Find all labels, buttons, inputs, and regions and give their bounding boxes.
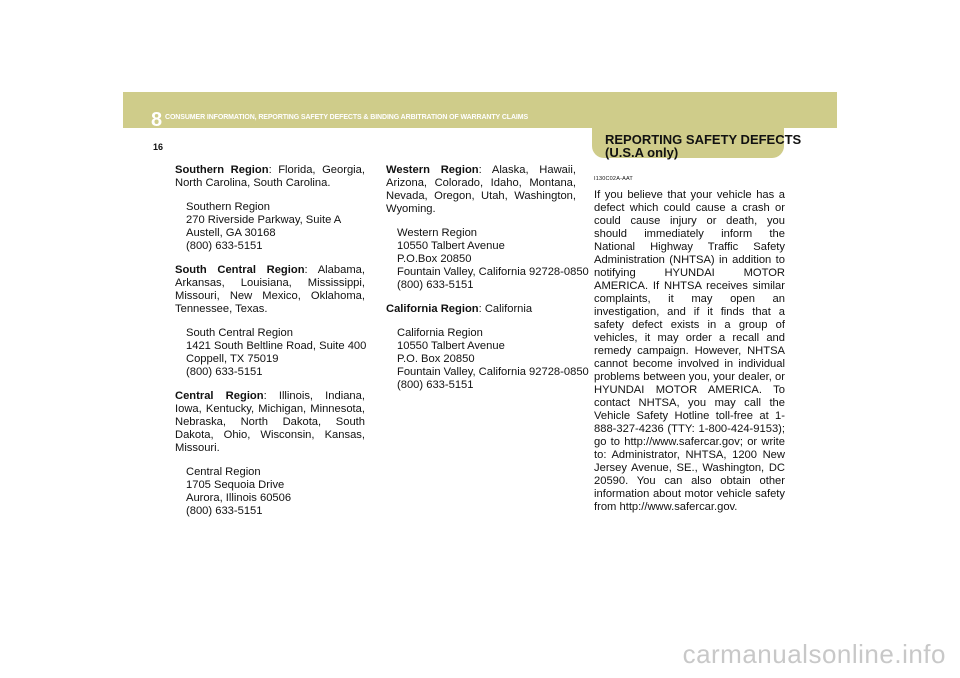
section-title-line1: REPORTING SAFETY DEFECTS xyxy=(605,132,802,147)
address-western xyxy=(397,227,589,292)
address-south-central xyxy=(186,327,365,379)
region-south-central xyxy=(175,264,365,316)
region-label: Southern Region xyxy=(175,164,269,176)
chapter-header-band xyxy=(123,92,837,131)
middle-column xyxy=(386,164,589,403)
region-california xyxy=(386,303,576,316)
address-southern xyxy=(186,201,365,253)
left-column xyxy=(175,164,365,529)
page-number: 16 xyxy=(153,142,164,152)
chapter-number: 8 xyxy=(151,109,163,131)
section-code: I130C02A-AAT xyxy=(594,176,633,182)
address-california xyxy=(397,327,589,392)
address-line: South Central Region xyxy=(186,327,293,339)
address-line: P.O.Box 20850 xyxy=(397,253,472,265)
phone-number: (800) 633-5151 xyxy=(186,366,263,378)
address-line: 1421 South Beltline Road, Suite 400 xyxy=(186,340,367,352)
address-line: Western Region xyxy=(397,227,478,239)
address-line: Aurora, Illinois 60506 xyxy=(186,492,292,504)
address-line: 270 Riverside Parkway, Suite A xyxy=(186,214,342,226)
region-states: : Illinois, Indiana, Iowa, Kentucky, Michigan, Minnesota, Nebraska, North Dakota, South Dakota, Ohio, Wisconsin, Kansas, Missouri. xyxy=(175,390,365,454)
region-states: : Florida, Georgia, North Carolina, South Carolina. xyxy=(175,164,365,189)
region-label: Western Region xyxy=(386,164,479,176)
region-western xyxy=(386,164,576,216)
address-line: Fountain Valley, California 92728-0850 xyxy=(397,366,589,378)
section-title-line2: (U.S.A only) xyxy=(605,145,679,160)
watermark: carmanualsonline.info xyxy=(682,639,946,669)
address-line: 1705 Sequoia Drive xyxy=(186,479,285,491)
phone-number: (800) 633-5151 xyxy=(397,279,474,291)
region-states: : Alaska, Hawaii, Arizona, Colorado, Idaho, Montana, Nevada, Oregon, Utah, Washington, Wyoming. xyxy=(386,164,576,215)
address-line: 10550 Talbert Avenue xyxy=(397,240,505,252)
region-central xyxy=(175,390,365,455)
region-southern xyxy=(175,164,365,190)
address-line: Central Region xyxy=(186,466,261,478)
region-label: California Region xyxy=(386,303,479,315)
phone-number: (800) 633-5151 xyxy=(186,240,263,252)
address-line: P.O. Box 20850 xyxy=(397,353,475,365)
phone-number: (800) 633-5151 xyxy=(397,379,474,391)
region-label: South Central Region xyxy=(175,264,305,276)
address-central xyxy=(186,466,365,518)
address-line: 10550 Talbert Avenue xyxy=(397,340,505,352)
right-column xyxy=(594,176,785,514)
address-line: Austell, GA 30168 xyxy=(186,227,276,239)
address-line: Southern Region xyxy=(186,201,270,213)
section-title xyxy=(605,133,801,159)
address-line: California Region xyxy=(397,327,483,339)
region-states: : Alabama, Arkansas, Louisiana, Mississippi, Missouri, New Mexico, Oklahoma, Tennessee, Texas. xyxy=(175,264,365,315)
region-label: Central Region xyxy=(175,390,264,402)
reporting-body: If you believe that your vehicle has a defect which could cause a crash or could cause injury or death, you should immediately inform the National Highway Traffic Safety Administration (NHTSA) in addition to notifying HYUNDAI MOTOR AMERICA. If NHTSA receives similar complaints, it may open an investigation, and if it finds that a safety defect exists in a group of vehicles, it may order a recall and remedy campaign. However, NHTSA cannot become involved in individual problems between you, your dealer, or HYUNDAI MOTOR AMERICA. To contact NHTSA, you may call the Vehicle Safety Hotline toll-free at 1-888-327-4236 (TTY: 1-800-424-9153); go to http://www.safercar.gov; or write to: Administrator, NHTSA, 1200 New Jersey Avenue, SE., Washington, DC 20590. You can also obtain other information about motor vehicle safety from http://www.safercar.gov. xyxy=(594,189,785,513)
chapter-title: CONSUMER INFORMATION, REPORTING SAFETY DEFECTS & BINDING ARBITRATION OF WARRANTY CLAIMS xyxy=(165,114,529,121)
region-states: : California xyxy=(478,303,533,315)
phone-number: (800) 633-5151 xyxy=(186,505,263,517)
address-line: Fountain Valley, California 92728-0850 xyxy=(397,266,589,278)
address-line: Coppell, TX 75019 xyxy=(186,353,279,365)
